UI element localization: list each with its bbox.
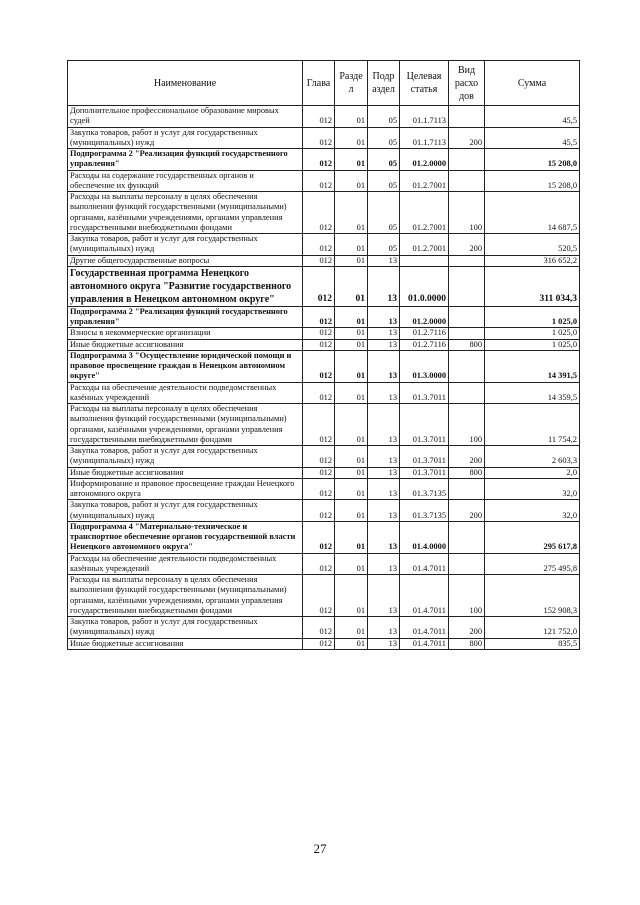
row-glava: 012 [303,170,335,192]
row-glava: 012 [303,553,335,575]
row-podrazdel: 13 [368,638,400,649]
row-name: Закупка товаров, работ и услуг для государственных (муниципальных) нужд [68,446,303,468]
row-razdel: 01 [335,170,368,192]
table-row [68,446,580,468]
header-razdel: Разде л [335,61,368,106]
row-sum: 14 687,5 [485,192,580,234]
row-podrazdel: 05 [368,149,400,171]
row-podrazdel: 13 [368,478,400,500]
row-razdel: 01 [335,127,368,149]
row-sum: 45,5 [485,127,580,149]
table-row [68,382,580,404]
row-razdel: 01 [335,234,368,256]
table-row [68,234,580,256]
row-glava: 012 [303,106,335,128]
row-target: 01.4.7011 [400,638,449,649]
table-row [68,266,580,306]
row-target: 01.3.7135 [400,478,449,500]
row-vid: 800 [449,638,485,649]
header-sum: Сумма [485,61,580,106]
row-podrazdel: 13 [368,306,400,328]
row-name: Другие общегосударственные вопросы [68,255,303,266]
row-target: 01.3.7011 [400,404,449,446]
row-sum: 295 617,8 [485,521,580,553]
row-name: Расходы на обеспечение деятельности подведомственных казённых учреждений [68,382,303,404]
row-name: Взносы в некоммерческие организации [68,328,303,339]
row-name: Подпрограмма 3 "Осуществление юридической помощи и правовое просвещение граждан в Ненецком автономном округе" [68,350,303,382]
row-target: 01.4.7011 [400,617,449,639]
row-vid [449,266,485,306]
row-sum: 520,5 [485,234,580,256]
row-podrazdel: 13 [368,446,400,468]
row-razdel: 01 [335,255,368,266]
row-vid: 200 [449,127,485,149]
row-sum: 121 752,0 [485,617,580,639]
row-sum: 14 391,5 [485,350,580,382]
row-vid [449,170,485,192]
row-vid [449,255,485,266]
row-sum: 152 908,3 [485,575,580,617]
row-glava: 012 [303,500,335,522]
row-name: Иные бюджетные ассигнования [68,638,303,649]
row-vid [449,149,485,171]
header-name: Наименование [68,61,303,106]
row-target: 01.2.7116 [400,328,449,339]
row-target: 01.3.0000 [400,350,449,382]
row-podrazdel: 05 [368,127,400,149]
row-name: Подпрограмма 2 "Реализация функций государственного управления" [68,149,303,171]
table-row [68,127,580,149]
row-sum: 316 652,2 [485,255,580,266]
row-target: 01.0.0000 [400,266,449,306]
row-vid: 100 [449,192,485,234]
table-row [68,328,580,339]
row-vid [449,553,485,575]
row-razdel: 01 [335,521,368,553]
row-sum: 45,5 [485,106,580,128]
row-podrazdel: 13 [368,617,400,639]
row-razdel: 01 [335,106,368,128]
row-glava: 012 [303,467,335,478]
header-podrazdel: Подр аздел [368,61,400,106]
page-number: 27 [313,841,327,856]
row-sum: 1 025,0 [485,339,580,350]
row-podrazdel: 13 [368,404,400,446]
row-razdel: 01 [335,149,368,171]
row-name: Расходы на выплаты персоналу в целях обеспечения выполнения функций государственными (муниципальными) органами, казёнными учреждениями, органами управления государственными внебюджетными фондами [68,575,303,617]
row-name: Иные бюджетные ассигнования [68,339,303,350]
row-glava: 012 [303,404,335,446]
row-target: 01.3.7135 [400,500,449,522]
row-podrazdel: 13 [368,266,400,306]
row-razdel: 01 [335,404,368,446]
row-target: 01.2.0000 [400,306,449,328]
row-sum: 14 359,5 [485,382,580,404]
row-glava: 012 [303,382,335,404]
row-razdel: 01 [335,192,368,234]
row-sum: 32,0 [485,478,580,500]
row-vid: 100 [449,575,485,617]
row-name: Расходы на выплаты персоналу в целях обеспечения выполнения функций государственными (муниципальными) органами, казёнными учреждениями, органами управления государственными внебюджетными фондами [68,192,303,234]
row-glava: 012 [303,521,335,553]
row-glava: 012 [303,339,335,350]
row-name: Информирование и правовое просвещение граждан Ненецкого автономного округа [68,478,303,500]
table-row [68,617,580,639]
table-row [68,306,580,328]
row-name: Закупка товаров, работ и услуг для государственных (муниципальных) нужд [68,127,303,149]
row-glava: 012 [303,446,335,468]
row-vid [449,328,485,339]
table-row [68,521,580,553]
row-sum: 2,0 [485,467,580,478]
row-podrazdel: 13 [368,575,400,617]
table-row [68,575,580,617]
row-vid: 200 [449,500,485,522]
row-glava: 012 [303,149,335,171]
row-glava: 012 [303,255,335,266]
row-sum: 32,0 [485,500,580,522]
row-razdel: 01 [335,553,368,575]
table-row [68,467,580,478]
row-name: Подпрограмма 4 "Материально-техническое и транспортное обеспечение органов государственной власти Ненецкого автономного округа" [68,521,303,553]
table-row [68,255,580,266]
row-razdel: 01 [335,328,368,339]
table-row [68,553,580,575]
table-row [68,170,580,192]
row-target: 01.2.7001 [400,192,449,234]
row-vid: 800 [449,467,485,478]
row-razdel: 01 [335,467,368,478]
row-target: 01.4.0000 [400,521,449,553]
row-sum: 2 603,3 [485,446,580,468]
row-vid: 100 [449,404,485,446]
row-podrazdel: 13 [368,382,400,404]
row-vid [449,306,485,328]
row-podrazdel: 13 [368,521,400,553]
table-row [68,106,580,128]
row-razdel: 01 [335,638,368,649]
row-podrazdel: 13 [368,328,400,339]
row-name: Дополнительное профессиональное образование мировых судей [68,106,303,128]
row-glava: 012 [303,617,335,639]
row-target: 01.2.7116 [400,339,449,350]
row-vid: 200 [449,446,485,468]
row-vid [449,382,485,404]
row-glava: 012 [303,638,335,649]
row-target: 01.2.7001 [400,234,449,256]
row-podrazdel: 13 [368,467,400,478]
row-sum: 15 208,0 [485,149,580,171]
row-podrazdel: 05 [368,192,400,234]
row-vid: 800 [449,339,485,350]
header-glava: Глава [303,61,335,106]
row-sum: 11 754,2 [485,404,580,446]
row-sum: 311 034,3 [485,266,580,306]
table-header-row [68,61,580,106]
row-vid [449,350,485,382]
row-sum: 1 025,0 [485,328,580,339]
row-razdel: 01 [335,382,368,404]
row-name: Иные бюджетные ассигнования [68,467,303,478]
row-podrazdel: 05 [368,234,400,256]
row-target: 01.2.0000 [400,149,449,171]
row-vid [449,106,485,128]
row-name: Государственная программа Ненецкого автономного округа "Развитие государственного управления в Ненецком автономном округе" [68,266,303,306]
row-glava: 012 [303,328,335,339]
row-target: 01.1.7113 [400,106,449,128]
row-target: 01.4.7011 [400,575,449,617]
row-sum: 1 025,0 [485,306,580,328]
row-name: Расходы на обеспечение деятельности подведомственных казённых учреждений [68,553,303,575]
row-name: Расходы на выплаты персоналу в целях обеспечения выполнения функций государственными (муниципальными) органами, казёнными учреждениями, органами управления государственными внебюджетными фондами [68,404,303,446]
row-podrazdel: 05 [368,106,400,128]
table-row [68,404,580,446]
table-row [68,638,580,649]
row-name: Закупка товаров, работ и услуг для государственных (муниципальных) нужд [68,234,303,256]
row-razdel: 01 [335,339,368,350]
row-razdel: 01 [335,500,368,522]
row-podrazdel: 13 [368,339,400,350]
row-glava: 012 [303,306,335,328]
row-target [400,255,449,266]
row-podrazdel: 13 [368,553,400,575]
table-row [68,192,580,234]
table-row [68,149,580,171]
header-vid: Вид расхо дов [449,61,485,106]
row-razdel: 01 [335,350,368,382]
row-podrazdel: 13 [368,255,400,266]
row-name: Подпрограмма 2 "Реализация функций государственного управления" [68,306,303,328]
row-target: 01.2.7001 [400,170,449,192]
row-podrazdel: 13 [368,500,400,522]
row-vid [449,478,485,500]
header-target: Целевая статья [400,61,449,106]
row-name: Закупка товаров, работ и услуг для государственных (муниципальных) нужд [68,617,303,639]
row-glava: 012 [303,266,335,306]
row-vid: 200 [449,234,485,256]
row-target: 01.4.7011 [400,553,449,575]
row-razdel: 01 [335,306,368,328]
table-row [68,478,580,500]
table-row [68,339,580,350]
row-sum: 835,5 [485,638,580,649]
row-razdel: 01 [335,617,368,639]
row-razdel: 01 [335,446,368,468]
row-vid [449,521,485,553]
row-podrazdel: 13 [368,350,400,382]
row-name: Расходы на содержание государственных органов и обеспечение их функций [68,170,303,192]
row-glava: 012 [303,350,335,382]
row-glava: 012 [303,575,335,617]
row-target: 01.1.7113 [400,127,449,149]
row-target: 01.3.7011 [400,446,449,468]
row-glava: 012 [303,478,335,500]
table-row [68,350,580,382]
row-vid: 200 [449,617,485,639]
row-razdel: 01 [335,266,368,306]
row-glava: 012 [303,234,335,256]
row-podrazdel: 05 [368,170,400,192]
row-razdel: 01 [335,478,368,500]
row-sum: 15 208,0 [485,170,580,192]
row-razdel: 01 [335,575,368,617]
budget-table [67,60,580,650]
table-row [68,500,580,522]
row-name: Закупка товаров, работ и услуг для государственных (муниципальных) нужд [68,500,303,522]
row-sum: 275 495,8 [485,553,580,575]
row-target: 01.3.7011 [400,467,449,478]
row-target: 01.3.7011 [400,382,449,404]
row-glava: 012 [303,192,335,234]
row-glava: 012 [303,127,335,149]
